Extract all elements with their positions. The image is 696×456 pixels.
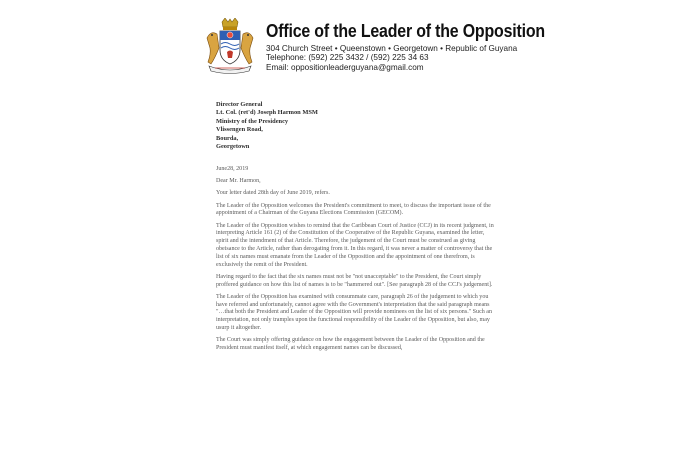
letter-paragraph: Having regard to the fact that the six names must not be "not unacceptable" to the President, the Court simply proffered guidance on how this list of names is to be "hammered out". [See paragraph 28 of the CCJ's judgement]. [216,273,493,288]
letter-paragraph: The Leader of the Opposition has examined with consummate care, paragraph 26 of the judgement to which you have referred and unfortunately, cannot agree with the Government's interpretation that the said paragraph means "…that both the President and Leader of the Opposition will provide nominees on the list of six persons." Such an interpretation, not only tramples upon the functional responsibility of the Leader of the Opposition, but also, may usurp it altogether. [216,293,492,331]
office-telephone: Telephone: (592) 225 3432 / (592) 225 34 63 [266,53,429,62]
recipient-line: Director General [216,101,263,108]
recipient-block [216,101,318,151]
letter-reference: Your letter dated 28th day of June 2019, refers. [216,190,330,197]
letter-date: June28, 2019 [216,166,249,172]
recipient-line: Lt. Col. (ret'd) Joseph Harmon MSM [216,109,318,117]
guyana-coat-of-arms-icon [205,18,255,74]
recipient-line: Ministry of the Presidency [216,117,289,125]
recipient-line: Vlissengen Road, [216,126,263,134]
office-title: Office of the Leader of the Opposition [266,20,545,41]
recipient-line: Georgetown [216,143,250,151]
letter-salutation: Dear Mr. Harmon, [216,178,261,185]
letter-body [216,166,496,357]
office-email: Email: oppositionleaderguyana@gmail.com [266,63,424,72]
letter-paragraph: The Court was simply offering guidance on how the engagement between the Leader of the Opposition and the President must manifest itself, at which engagement names can be discussed, [216,337,485,351]
office-address: 304 Church Street • Queenstown • Georgetown • Republic of Guyana [266,44,518,53]
letter-paragraph: The Leader of the Opposition welcomes the President's commitment to meet, to discuss the important issue of the appointment of a Chairman of the Guyana Elections Commission (GECOM). [216,202,491,217]
recipient-line: Bourda, [216,134,239,142]
letter-paragraph: The Leader of the Opposition wishes to remind that the Caribbean Court of Justice (CCJ) in its recent judgment, in interpreting Article 161 (2) of the Constitution of the Cooperative of the Republic Guyana, examined the letter, spirit and the intendment of that Article. Therefore, the judgement of the Court must be construed as giving obeisance to the Article, rather than derogating from it. In this regard, it was never a matter of controversy that the list of six names must emanate from the Leader of the Opposition and the appointment of one therefrom, is exclusively the remit of the President. [216,222,494,268]
